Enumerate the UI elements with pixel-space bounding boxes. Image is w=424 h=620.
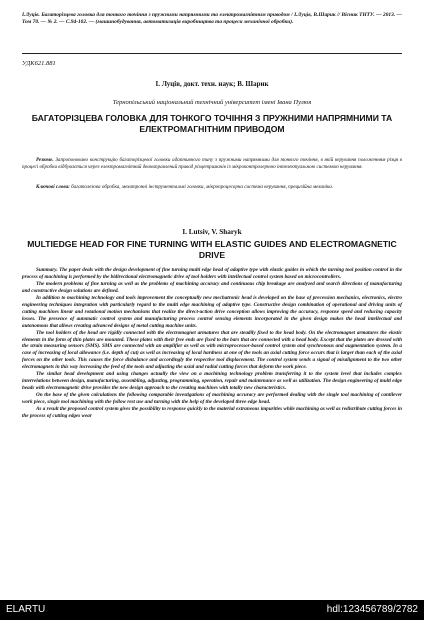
title-ukrainian: БАГАТОРІЗЦЕВА ГОЛОВКА ДЛЯ ТОНКОГО ТОЧІННЯ З ПРУЖНИМИ НАПРЯМНИМИ ТА ЕЛЕКТРОМАГНІТНИМ ПРИВОДОМ (31, 113, 393, 134)
abstract-ukrainian (22, 157, 402, 171)
handle-id: hdl:123456789/2782 (326, 604, 418, 615)
summary-paragraph: The similar head development and using changes actually the view on a machining technology problem transferring it to the system level that includes complex interrelations between design, manufacturing, assembling, adjusting, programming, operation, repair and maintenance as well as utilization. The design engineering of multi edge heads with electromagnetic drive provides the new design approach to the creating machines with totally new characteristics. (22, 371, 402, 392)
repository-footer (0, 600, 424, 620)
summary-label: Summary. (36, 267, 58, 273)
institution: Тернопільський національний технічний університет імені Івана Пулюя (112, 99, 312, 106)
summary-text: The paper deals with the design development of fine turning multi edge head of adaptive type with elastic guides in which the turning tool position control in the process of machining is performed by the bidirectional electromagnetic drive of tool holders with intellectual control system based on microcontrollers. (22, 267, 402, 280)
summary-paragraph: In addition to machining technology and tools improvement the conceptually new mechatronic head is developed on the base of precession mechanics, electronics, electro engineering techniques integration with particularly regard to the multi edge machining of adaptive type. Constructive design combination of operational and driving units of cutting machines linear and rotational motion mechanisms that realize the direct-action drive conception allows improving the accuracy, response speed and reducing capacity losses. The presence of automatic control system and manufacturing process control sensing elements incorporated in the given design makes the head intellectual and autonomous that allows creating advanced designs of metal cutting machine units. (22, 294, 402, 329)
keywords-text: багатолезова обробка, мехатронні інструментальні головки, мікропроцесорна система керування, прецизійна механіка. (71, 184, 334, 190)
repository-name: ELARTU (6, 604, 46, 615)
authors-english: I. Lutsiv, V. Sharyk (182, 228, 242, 236)
header-divider (22, 53, 402, 54)
summary-paragraph: The modern problems of fine turning as well as the problems of machining accuracy and continuous chip breakage are analyzed and search directions of manufacturing and constructive design solutions are defined. (22, 280, 402, 294)
abstract-text: Запропоновано конструкцію багаторізцевої головки адаптивного типу з пружними напрямними для тонкого точіння, в якій керування положенням різця в процесі обробки відбувається через електромагнітний двонаправлений привод різцетримачів із мікроконтролерною інтелектуальною системою керування. (22, 157, 402, 171)
citation-header: І.Луців. Багаторізцева головка для тонкого точіння з пружними напрямними та електромагнітним приводом / І.Луців, В.Шарик // Вісник ТНТУ. — 2013. — Том 70. — № 2. — С.94-102. — (машинобудування, автоматизація виробництва та процеси механічної обробки). (22, 12, 402, 25)
summary-english (22, 267, 402, 420)
summary-paragraph (22, 267, 402, 281)
summary-paragraph: The tool holders of the head are rigidly connected with the electromagnet armatures that are steadily fixed to the head body. On the electromagnet armatures the elastic elements in the form of thin plates are mounted. These plates with their free ends are fixed to the bars that are connected with a head body. Except that the plates are dressed with the strain measuring sensors (SMS). SMS are connected with an amplifier as well as with microprocessor-based control system and synchronous and augmentation system. In a case of increasing of local allowance (i.e. depth of cut) as well as increasing of local hardness at one of the tools an axial cutting force occurs that is larger than each of the axial forces on the other tools. This causes the force disbalance and accordingly the respective tool displacement. The control system sends a signal of misalignment to the two other electromagnets in this way increasing the feed of the tools and adjusting the axial and radial cutting forces that deform the work piece. (22, 329, 402, 371)
keywords-ukrainian (22, 184, 402, 191)
keywords-label: Ключові слова: (36, 184, 70, 190)
summary-paragraph: On the base of the given calculations the following comparable investigations of machining accuracy are performed dealing with the single tool machining of cantilever work piece, single tool machining with the follow rest use and turning with the help of the developed three edge head. (22, 392, 402, 406)
udk-code: УДК621.881 (22, 60, 56, 67)
abstract-label: Резюме. (36, 157, 54, 163)
summary-paragraph: As a result the proposed control system gives the possibility to response quickly to the material extraneous impurities while machining as well as redistribute cutting forces in the process of cutting edges wear (22, 406, 402, 420)
authors-ukrainian: І. Луців, докт. техн. наук; В. Шарик (155, 80, 269, 88)
title-english: MULTIEDGE HEAD FOR FINE TURNING WITH ELASTIC GUIDES AND ELECTROMAGNETIC DRIVE (27, 239, 397, 260)
